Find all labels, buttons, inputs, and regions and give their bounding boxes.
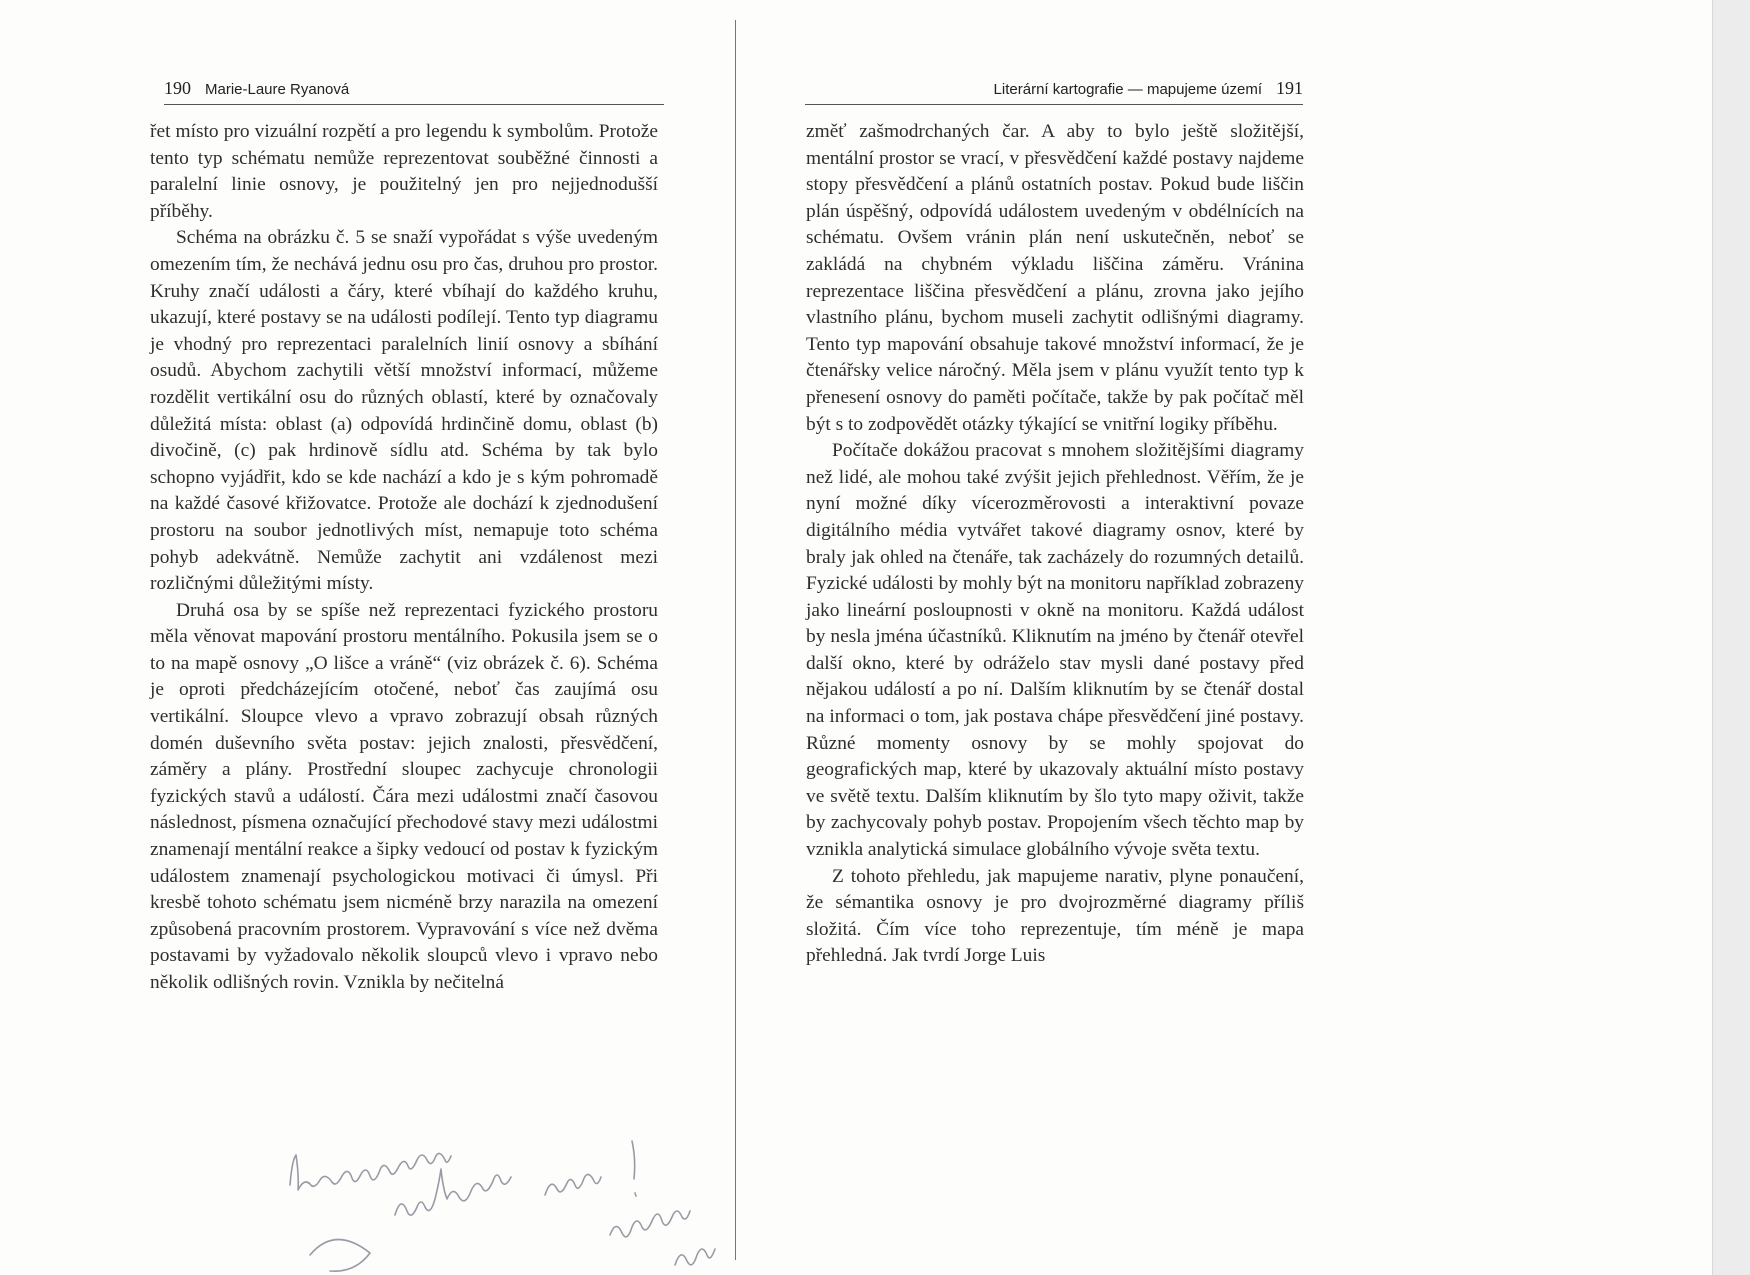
left-page-number: 190 bbox=[164, 78, 191, 98]
right-page-number: 191 bbox=[1276, 78, 1303, 98]
right-running-head bbox=[805, 78, 1303, 105]
left-running-head-title: Marie-Laure Ryanová bbox=[205, 81, 350, 98]
pencil-annotation bbox=[280, 1105, 750, 1275]
left-page-body bbox=[150, 119, 658, 997]
left-paragraph-2: Schéma na obrázku č. 5 se snaží vypořádat s výše uvedeným omezením tím, že nechává jednu osu pro čas, druhou pro prostor. Kruhy značí události a čáry, které vbíhají do každého kruhu, ukazují, které postavy se na události podílejí. Tento typ diagramu je vhodný pro reprezentaci paralelních linií osnovy a sbíhání osudů. Abychom zachytili větší množství informací, můžeme rozdělit vertikální osu do různých oblastí, které by označovaly důležitá místa: oblast (a) odpovídá hrdinčině domu, oblast (b) divočině, (c) pak hrdinově sídlu atd. Schéma by tak bylo schopno vyjádřit, kdo se kde nachází a kdo je s kým pohromadě na každé časové křižovatce. Protože ale dochází k zjednodušení prostoru na soubor jednotlivých míst, nemapuje toto schéma pohyb adekvátně. Nemůže zachytit ani vzdálenost mezi rozličnými důležitými místy. bbox=[150, 227, 658, 595]
page-edge-shadow bbox=[1712, 0, 1750, 1275]
right-running-head-title: Literární kartografie — mapujeme území bbox=[993, 81, 1262, 98]
right-paragraph-3: Z tohoto přehledu, jak mapujeme narativ, plyne ponaučení, že sémantika osnovy je pro dvojrozměrné diagramy příliš složitá. Čím více toho reprezentuje, tím méně je mapa přehledná. Jak tvrdí Jorge Luis bbox=[806, 865, 1304, 967]
left-paragraph-3: Druhá osa by se spíše než reprezentaci fyzického prostoru měla věnovat mapování prostoru mentálního. Pokusila jsem se o to na mapě osnovy „O lišce a vráně“ (viz obrázek č. 6). Schéma je oproti předcházejícím otočené, neboť čas zaujímá osu vertikální. Sloupce vlevo a vpravo zobrazují obsah různých domén duševního světa postav: jejich znalosti, přesvědčení, záměry a plány. Prostřední sloupec zachycuje chronologii fyzických stavů a událostí. Čára mezi událostmi značí časovou následnost, písmena označující přechodové stavy mezi událostmi znamenají mentální reakce a šipky vedoucí od postav k fyzickým událostem znamenají psychologickou motivaci či úmysl. Při kresbě tohoto schématu jsem nicméně brzy narazila na omezení způsobená pracovním prostorem. Vypravování s více než dvěma postavami by vyžadovalo několik sloupců vlevo i vpravo nebo několik odlišných rovin. Vznikla by nečitelná bbox=[150, 599, 658, 993]
right-page-body bbox=[806, 119, 1304, 970]
left-paragraph-1: řet místo pro vizuální rozpětí a pro legendu k symbolům. Protože tento typ schématu nemůže reprezentovat souběžné činnosti a paralelní linie osnovy, je použitelný jen pro nejjednodušší příběhy. bbox=[150, 121, 658, 222]
right-paragraph-1: změť zašmodrchaných čar. A aby to bylo ještě složitější, mentální prostor se vrací, v přesvědčení každé postavy najdeme stopy přesvědčení a plánů ostatních postav. Pokud bude liščin plán úspěšný, odpovídá událostem uvedeným v obdélnících na schématu. Ovšem vránin plán není uskutečněn, neboť se zakládá na chybném výkladu liščina záměru. Vránina reprezentace liščina přesvědčení a plánu, zrovna jako jejího vlastního plánu, bychom museli zachytit odlišnými diagramy. Tento typ mapování obsahuje takové množství informací, že je čtenářsky velice náročný. Měla jsem v plánu využít tento typ k přenesení osnovy do paměti počítače, takže by pak počítač měl být s to zodpovědět otázky týkající se vnitřní logiky příběhu. bbox=[806, 121, 1304, 435]
right-paragraph-2: Počítače dokážou pracovat s mnohem složitějšími diagramy než lidé, ale mohou také zvýšit jejich přehlednost. Věřím, že je nyní možné díky vícerozměrovosti a interaktivní povaze digitálního média vytvářet takové diagramy osnov, které by braly jak ohled na čtenáře, tak zacházely do rozumných detailů. Fyzické události by mohly být na monitoru například zobrazeny jako lineární posloupnosti v okně na monitoru. Každá událost by nesla jména účastníků. Kliknutím na jméno by čtenář otevřel další okno, které by odráželo stav mysli dané postavy před nějakou událostí a po ní. Dalším kliknutím by se čtenář dostal na informaci o tom, jak postava chápe přesvědčení jiné postavy. Různé momenty osnovy by se mohly spojovat do geografických map, které by ukazovaly aktuální místo postavy ve světě textu. Dalším kliknutím by šlo tyto mapy oživit, takže by zachycovaly pohyb postav. Propojením všech těchto map by vznikla analytická simulace globálního vývoje světa textu. bbox=[806, 440, 1304, 861]
book-gutter bbox=[735, 20, 736, 1260]
left-running-head bbox=[164, 78, 664, 105]
